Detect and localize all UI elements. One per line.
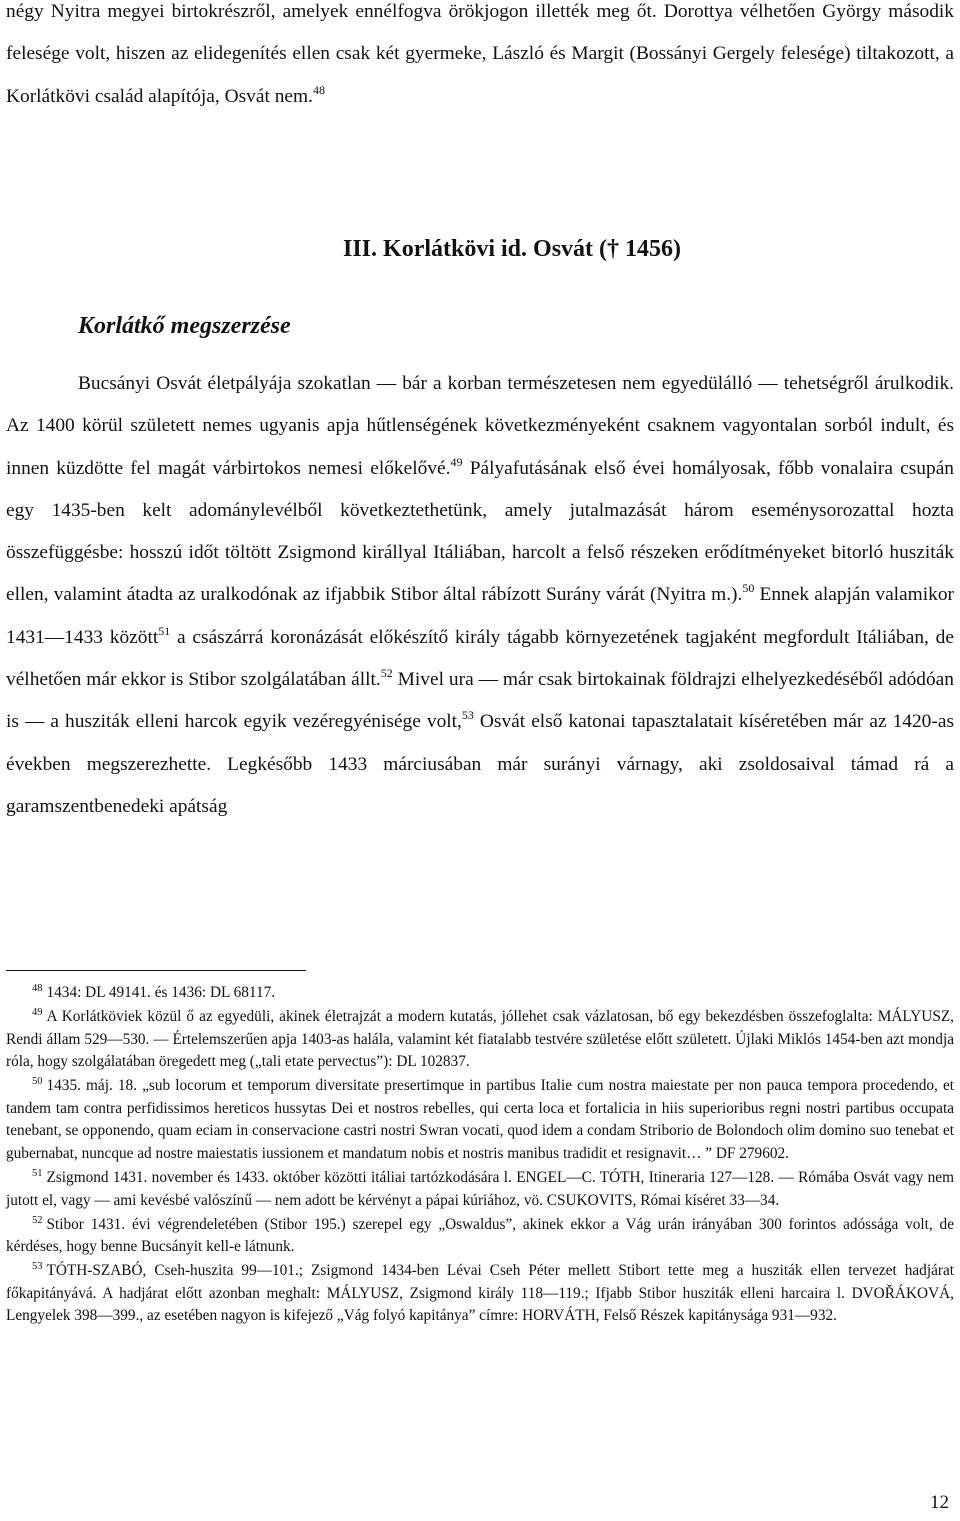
footnote-number: 49: [32, 1006, 43, 1018]
footnote-number: 52: [32, 1214, 43, 1226]
footnote-text: Zsigmond 1431. november és 1433. október közötti itáliai tartózkodására l. ENGEL—C. TÓTH, Itineraria 127—128. — Rómába Osvát vagy nem jutott el, vagy — ami kevésbé valószínű — nem adott be kérvényt a pápai kúriához, vö. CSUKOVITS, Római kíséret 33—34.: [6, 1168, 954, 1209]
section-title: Korlátkő megszerzése: [78, 313, 291, 339]
footnote-53: [6, 1260, 954, 1328]
footnote-ref-53[interactable]: 53: [461, 708, 474, 723]
footnote-48: [6, 982, 954, 1005]
footnote-51: [6, 1167, 954, 1212]
chapter-title: III. Korlátkövi id. Osvát († 1456): [343, 236, 682, 262]
footnotes: [6, 982, 954, 1329]
footnote-number: 53: [32, 1261, 43, 1273]
footnote-ref-49[interactable]: 49: [450, 454, 463, 469]
footnote-text: 1435. máj. 18. „sub locorum et temporum diversitate presertimque in partibus Italie cum nostra maiestate per non pauca tempora procedendo, et tandem tam contra perfidissimos hereticos hussytas Dei et nostros rebelles, qui certa loca et fortalicia in hiis superioribus regni nostri partibus occupata tenebant, se opponendo, quam eciam in conservacione castri nostri Swran vocati, quod idem a condam Striborio de Bolondoch olim domino suo tenebat et gubernabat, nuncque ad nostre maiestatis iussionem et mandatum nobis et nostris manibus tradidit et resignavit… ” DF 279602.: [6, 1077, 954, 1162]
footnote-text: TÓTH-SZABÓ, Cseh-huszita 99—101.; Zsigmond 1434-ben Lévai Cseh Péter mellett Stibort tette meg a husziták ellen tervezet hadjárat főkapitányává. A hadjárat előtt azonban meghalt: MÁLYUSZ, Zsigmond király 118—119.; Ifjabb Stibor husziták elleni harcaira l. DVOŘÁKOVÁ, Lengyelek 398—399., az esetében nagyon is kifejező „Vág folyó kapitánya” címre: HORVÁTH, Felső Részek kapitánysága 931—932.: [6, 1262, 954, 1325]
footnote-text: 1434: DL 49141. és 1436: DL 68117.: [46, 984, 276, 1001]
paragraph-text: Pályafutásának első évei homályosak, főbb vonalaira csupán egy 1435-ben kelt adománylevélből következtethetünk, amely jutalmazását három eseménysorozattal hozta összefüggésbe: hosszú időt töltött Zsigmond királlyal Itáliában, harcolt a felső részeken erődítményeket bitorló husziták ellen, valamint átadta az uralkodónak az ifjabbik Stibor által rábízott Surány várát (Nyitra m.).: [6, 457, 954, 606]
body-paragraph-continued: [6, 0, 954, 118]
footnote-ref-51[interactable]: 51: [158, 623, 171, 638]
body-paragraph: [6, 363, 954, 828]
paragraph-text: Mivel ura — már csak birtokainak földrajzi elhelyezkedéséből adódóan is — a husziták elleni harcok egyik vezéregyénisége volt,: [6, 669, 954, 733]
footnote-number: 50: [32, 1076, 43, 1088]
footnote-number: 48: [32, 983, 43, 994]
footnote-ref-52[interactable]: 52: [380, 666, 393, 681]
paragraph-text: a császárrá koronázását előkészítő király tágabb környezetének tagjaként megfordult Itáliában, de vélhetően már ekkor is Stibor szolgálatában állt.: [6, 626, 954, 691]
paragraph-text: négy Nyitra megyei birtokrészről, amelyek ennélfogva örökjogon illették meg őt. Dorottya vélhetően György második felesége volt, hiszen az elidegenítés ellen csak két gyermeke, László és Margit (Bossányi Gergely felesége) tiltakozott, a Korlátkövi család alapítója, Osvát nem.: [6, 1, 954, 107]
footnote-separator: [6, 970, 306, 971]
footnote-49: [6, 1006, 954, 1074]
footnote-number: 51: [32, 1167, 43, 1179]
footnote-text: A Korlátköviek közül ő az egyedüli, akinek életrajzát a modern kutatás, jóllehet csak vázlatosan, bő egy bekezdésben összefoglalta: MÁLYUSZ, Rendi állam 529—530. — Értelemszerűen apja 1403-as halála, valamint két fiatalabb testvére születése előtt született. Újlaki Miklós 1454-ben azt mondja róla, hogy szolgálatában öregedett meg („tali etate pervectus”): DL 102837.: [6, 1007, 954, 1071]
paragraph-text: Bucsányi Osvát életpályája szokatlan — bár a korban természetesen nem egyedülálló — tehetségről árulkodik. Az 1400 körül született nemes ugyanis apja hűtlenségének következményeként csaknem vagyontalan sorból indult, és innen küzdötte fel magát várbirtokos nemesi előkelővé.: [6, 373, 954, 479]
footnote-ref-50[interactable]: 50: [742, 581, 755, 596]
paragraph-text: Ennek alapján valamikor 1431—1433 között: [6, 584, 954, 648]
page-number: 12: [930, 1492, 949, 1513]
paragraph-text: Osvát első katonai tapasztalatait kíséretében már az 1420-as években megszerezhette. Legkésőbb 1433 márciusában már surányi várnagy, aki zsoldosaival támad rá a garamszentbenedeki apátság: [6, 711, 954, 817]
footnote-52: [6, 1214, 954, 1259]
footnote-text: Stibor 1431. évi végrendeletében (Stibor 195.) szerepel egy „Oswaldus”, akinek ekkor a Vág urán irányában 300 forintos adóssága volt, de kérdéses, hogy benne Bucsányit kell-e látnunk.: [6, 1215, 954, 1256]
footnote-50: [6, 1075, 954, 1165]
footnote-ref-48[interactable]: 48: [312, 82, 325, 97]
